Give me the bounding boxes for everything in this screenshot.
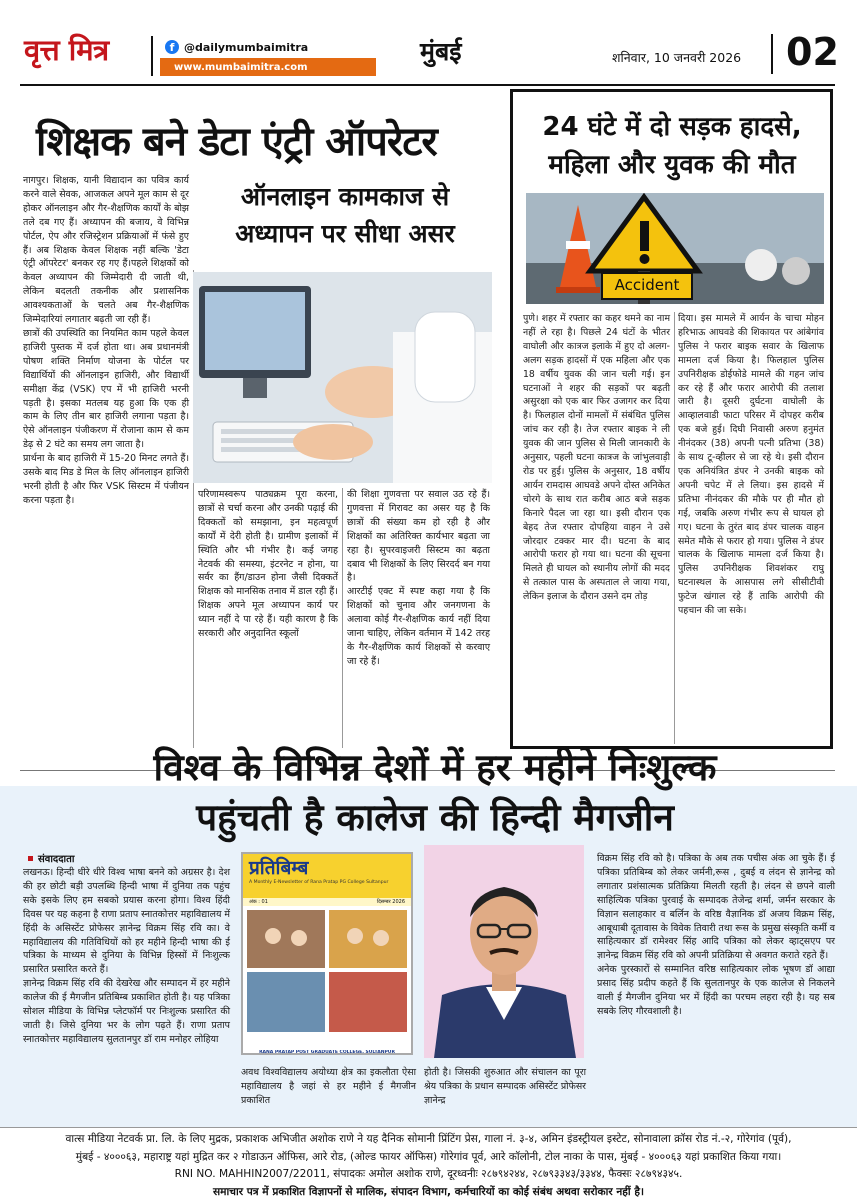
story3-byline-text: संवाददाता [38, 854, 75, 865]
story3-col4-para1: विक्रम सिंह रवि को है। पत्रिका के अब तक पचीस अंक आ चुके हैं। ई पत्रिका प्रतिबिम्ब को लेकर जर्मनी,रूस , दुबई व लंदन से ज्ञानेन्द्र को लगातार प्रशंसात्मक प्रतिक्रिया मिलती रहती है। लंदन से छपने वाली साहित्यिक पत्रिका पुरवाई के सम्पादक तेजेन्द्र शर्मा, जर्मन सरकार के विज्ञान सलाहकार व बर्लिन के वरिष्ठ वैज्ञानिक डॉ अजय विक्रम सिंह, आबूधाबी दूतावास के विवेक तिवारी तथा रूस के प्रमुख संस्कृति कर्मी व साहित्यकार डॉ रामेश्वर सिंह आदि पत्रिका को लेकर व्हाट्सएप पर ज्ञानेन्द्र विक्रम सिंह रवि को अपनी प्रतिक्रिया से अवगत कराते रहते हैं। [597, 853, 835, 962]
story3-byline [28, 851, 74, 865]
story1-col2-para2: शिक्षक अपने मूल अध्यापन कार्य पर ध्यान नहीं दे पा रहे हैं। यही कारण है कि सरकारी और अनुदानित स्कूलों [198, 600, 338, 640]
imprint-line-1: वात्स मीडिया नेटवर्क प्रा. लि. के लिए मुद्रक, प्रकाशक अभिजीत अशोक राणे ने यह दैनिक सोमानी प्रिंटिंग प्रेस, गाला नं. ३-४, अमिन इंडस्ट्रीयल इस्टेट, सोनावाला क्रॉस रोड नं.-२, गोरेगांव (पूर्व), [65, 1133, 792, 1145]
newspaper-logo: वृत्त मित्र [24, 33, 109, 67]
story1-subhead [200, 178, 490, 252]
story3-column-3: होती है। जिसकी शुरुआत और संचालन का पूरा श्रेय पत्रिका के प्रधान सम्पादक असिस्टेंट प्रोफेसर ज्ञानेन्द्र [424, 1067, 586, 1106]
facebook-handle[interactable] [165, 40, 308, 54]
imprint-line-4: समाचार पत्र में प्रकाशित विज्ञापनों से मालिक, संपादन विभाग, कर्मचारियों का कोई संबंध अथवा सरोकार नहीं है। [213, 1185, 644, 1198]
portrait-illustration [424, 845, 584, 1058]
story2-headline [518, 108, 826, 184]
magazine-month: दिसम्बर 2026 [376, 899, 405, 905]
story3-column-2: अवध विश्वविद्यालय अयोध्या क्षेत्र का इकलौता ऐसा महाविद्यालय है जहां से हर महीने ई मैगजीन प्रकाशित [241, 1067, 416, 1106]
masthead-rule [20, 84, 835, 86]
page-number: 02 [786, 30, 839, 74]
story1-headline: शिक्षक बने डेटा एंट्री ऑपरेटर [36, 119, 437, 165]
magazine-issue: अंक : 01 [249, 899, 268, 905]
magazine-college: RANA PRATAP POST GRADUATE COLLEGE, SULTANPUR [259, 1050, 395, 1055]
magazine-title: प्रतिबिम्ब [249, 857, 309, 879]
magazine-cover [241, 852, 413, 1055]
story1-col1-para3: प्रार्थना के बाद हाजिरी में 15-20 मिनट लगते हैं। उसके बाद मिड डे मिल के लिए ऑनलाइन हाजिरी भरनी होती है और फिर VSK सिस्टम में पंजीयन करना पड़ता है। [23, 453, 189, 506]
magazine-issue-bar [243, 898, 411, 906]
editor-portrait [424, 845, 584, 1058]
story1-col2-para1: परिणामस्वरूप पाठ्यक्रम पूरा करना, छात्रों से चर्चा करना और उनकी पढ़ाई की दिक्कतों को समझाना, इन महत्वपूर्ण कार्यों में देरी होती है। ग्रामीण इलाकों में स्थिति और भी गंभीर है। कई जगह नेटवर्क की समस्या, इंटरनेट न होना, या सर्वर का हैंग/डाउन होना जैसी दिक्कतें शिक्षक को मानसिक तनाव में डाल रही हैं। [198, 489, 338, 598]
story1-col3-para2: आरटीई एक्ट में स्पष्ट कहा गया है कि शिक्षकों को चुनाव और जनगणना के अलावा कोई गैर-शैक्षणिक कार्य नहीं दिया जाना चाहिए, लेकिन वर्तमान में 142 तरह के गैर-शैक्षणिक कार्य शिक्षकों से करवाए जा रहे हैं। [347, 586, 490, 667]
issue-date: शनिवार, 10 जनवरी 2026 [612, 50, 742, 65]
imprint-line-3: RNI NO. MAHHIN2007/22011, संपादकः अमोल अशोक राणे, दूरध्वनीः २८७९४२४४, २८७९३३४३/३३४४, फैक्सः २८७९४३४५. [174, 1168, 683, 1180]
facebook-icon: f [165, 40, 179, 54]
magazine-photos [243, 906, 411, 1046]
story3-column-1 [23, 866, 230, 1047]
story2-headline-line2: महिला और युवक की मौत [548, 150, 796, 180]
logo-divider [151, 36, 153, 76]
story2-column-1: पुणे। शहर में रफ्तार का कहर थमने का नाम नहीं ले रहा है। पिछले 24 घंटों के भीतर वाघोली और कात्रज इलाके में हुए दो अलग-अलग सड़क हादसों में एक महिला और एक 18 वर्षीय युवक की जान चली गई। इन घटनाओं ने शहर की सड़कों पर बढ़ती असुरक्षा को एक बार फिर उजागर कर दिया है। फिलहाल दोनों मामलों में संबंधित पुलिस जांच कर रही है। तेज रफ्तार बाइक ने ली युवक की जान पुलिस से मिली जानकारी के अनुसार, पहली घटना कात्रज के जांभुलवाड़ी रोड पर हुई। पुलिस के अनुसार, 18 वर्षीय आर्यन रामदास आघवडे अपने दोस्त अनिकेत चोरगे के साथ रात करीब आठ बजे सड़क किनारे पैदल जा रहा था। इसी दौरान एक बेहद तेज रफ्तार दोपहिया वाहन ने उसे जोरदार टक्कर मार दी। घटना के बाद आरोपी फरार हो गया था। घटना की सूचना मिलते ही घायल को स्थानीय लोगों की मदद से तत्काल पास के अस्पताल ले जाया गया, लेकिन इलाज के दौरान उसने दम तोड़ [523, 313, 670, 603]
accident-sign-label: Accident [614, 276, 680, 294]
story3-col4-para2: अनेक पुरस्कारों से सम्मानित वरिष्ठ साहित्यकार लोक भूषण डॉ आद्या प्रसाद सिंह प्रदीप कहते हैं कि सुलतानपुर के एक कालेज से निकलने वाली ई मैगजीन दुनिया भर में हिंदी का परचम लहरा रही है। यह सब सबके लिए गौरवशाली है। [597, 964, 835, 1017]
story1-col3-para1: की शिक्षा गुणवत्ता पर सवाल उठ रहे हैं। गुणवत्ता में गिरावट का असर यह है कि छात्रों की संख्या कम हो रही है और शिक्षकों का अतिरिक्त कार्यभार बढ़ता जा रहा है। सुपरवाइजरी सिस्टम का बढ़ता दबाव भी शिक्षकों के लिए सिरदर्द बन गया है। [347, 489, 490, 584]
story1-subhead-line2: अध्यापन पर सीधा असर [235, 219, 455, 248]
byline-bullet-icon [28, 856, 33, 861]
story3-column-4 [597, 852, 835, 1019]
facebook-handle-text: @dailymumbaimitra [184, 40, 309, 54]
story2-column-2: दिया। इस मामले में आर्यन के चाचा मोहन हरिभाऊ आघवडे की शिकायत पर आंबेगांव पुलिस ने फरार बाइक सवार के खिलाफ मामला दर्ज किया है। फिलहाल पुलिस उपनिरीक्षक डोईफोडे मामले की गहन जांच कर रहे हैं और फरार आरोपी की तलाश जारी है। दूसरी दुर्घटना वाघोली के आव्हालवाडी फाटा परिसर में दोपहर करीब एक बजे हुई। दिघी निवासी अरुण हनुमंत नीनंदकर (38) अपनी पत्नी प्रतिभा (38) के साथ टू-व्हीलर से जा रहे थे। इसी दौरान एक अनियंत्रित डंपर ने उनकी बाइक को अपनी चपेट में ले लिया। इस हादसे में प्रतिभा नीनंदकर की मौके पर ही मौत हो गई, जबकि अरुण गंभीर रूप से घायल हो गए। घटना के तुरंत बाद डंपर चालक वाहन समेत मौके से फरार हो गया। पुलिस ने डंपर चालक के खिलाफ मामला दर्ज किया है। पुलिस उपनिरीक्षक शिवशंकर राघु घटनास्थल के आसपास लगे सीसीटीवी फुटेज खंगाल रहे हैं ताकि आरोपी की पहचान की जा सके। [678, 313, 824, 617]
story3-headline [40, 743, 830, 843]
accident-photo [526, 193, 824, 304]
story1-column-3 [347, 488, 490, 669]
story1-col1-para2: छात्रों की उपस्थिति का नियमित काम पहले केवल हाजिरी पुस्तक में दर्ज होता था। अब प्रधानमंत्री पोषण शक्ति निर्माण योजना के पोर्टल पर विद्यार्थियों की ऑनलाइन हाजिरी, और विद्यार्थी समीक्षा केंद्र (VSK) एप में भी हाजिरी भरनी पड़ती है। इसका मतलब यह हुआ कि एक ही काम के लिए तीन बार हाजिरी लगाना पड़ता है। ऐसे ऑनलाइन पंजीकरण में रोजाना काम से कम डेढ़ से 2 घंटे का समय लग जाता है। [23, 327, 189, 451]
website-link[interactable]: www.mumbaimitra.com [160, 58, 376, 76]
story2-col-divider [674, 312, 675, 744]
photo-illustration [193, 272, 492, 483]
story2-headline-line1: 24 घंटे में दो सड़क हादसे, [542, 112, 802, 142]
date-divider [771, 34, 773, 74]
story1-column-1 [23, 174, 189, 508]
story1-column-2 [198, 488, 338, 641]
imprint-line-2: मुंबई - ४०००६३, महाराष्ट्र यहां मुद्रित कर २ गोडाऊन ऑफिस, आरे रोड, (ओल्ड फायर ऑफिस) गोरेगांव पूर्व, आरे कॉलोनी, टोल नाका के पास, मुंबई - ४०००६३ यहां प्रकाशित किया गया। [75, 1150, 782, 1163]
computer-typing-photo [193, 272, 492, 483]
imprint-footer [0, 1128, 857, 1200]
story3-headline-line1: विश्व के विभिन्न देशों में हर महीने निःशुल्क [153, 746, 717, 789]
magazine-header [243, 854, 411, 898]
story1-subhead-line1: ऑनलाइन कामकाज से [240, 182, 450, 211]
story3-headline-line2: पहुंचती है कालेज की हिन्दी मैगजीन [196, 796, 674, 839]
story3-col1-para2: ज्ञानेन्द्र विक्रम सिंह रवि की देखरेख और सम्पादन में हर महीने कालेज की ई मैगजीन प्रतिबिम्ब प्रकाशित होती है। यह पत्रिका सोशल मीडिया के विभिन्न प्लेटफॉर्म पर निःशुल्क प्रसारित की जाती है। जिसे दुनिया भर के लोग पढ़ते हैं। राणा प्रताप स्नातकोत्तर महाविद्यालय सुलतानपुर डॉ राम मनोहर लोहिया [23, 978, 230, 1045]
story1-col1-para1: नागपुर। शिक्षक, यानी विद्यादान का पवित्र कार्य करने वाले सेवक, आजकल अपने मूल काम से दूर होकर ऑनलाइन और गैर-शैक्षणिक कार्यों के बोझ तले दब गए हैं। अध्यापन की बजाय, वे विभिन्न पोर्टल, ऐप और रजिस्ट्रेशन प्रक्रियाओं में फंसे हुए हैं। अब शिक्षक केवल शिक्षक नहीं बल्कि 'डेटा एंट्री ऑपरेटर' बनकर रह गए हैं।पहले शिक्षकों को केवल अध्यापन की जिम्मेदारी दी जाती थी, लेकिन बदलती तकनीक और प्रशासनिक आवश्यकताओं के चलते अब गैर-शैक्षणिक जिम्मेदारियां लगातार बढ़ती जा रही हैं। [23, 175, 189, 326]
magazine-subtitle: A Monthly E-Newsletter of Rana Pratap PG College Sultanpur [249, 880, 389, 885]
story1-col-divider-2 [342, 488, 343, 748]
story3-col1-para1: लखनऊ। हिन्दी धीरे धीरे विश्व भाषा बनने को अग्रसर है। देश की हर छोटी बड़ी उपलब्धि हिन्दी भाषा में दुनिया तक पहुंच सके इसके लिए हम सबको प्रयास करना होगा। विश्व हिंदी दिवस पर यह कहना है राणा प्रताप स्नातकोत्तर महाविद्यालय में हिंदी के असिस्टेंट प्रोफेसर ज्ञानेन्द्र विक्रम सिंह रवि का। वे महाविद्यालय की गतिविधियों को हर महीने हिन्दी भाषा की ई पत्रिका के माध्यम से दुनिया के विभिन्न हिस्सों में निःशुल्क प्रसारित प्रसारित करते हैं। [23, 867, 230, 976]
city-name: मुंबई [420, 37, 462, 66]
